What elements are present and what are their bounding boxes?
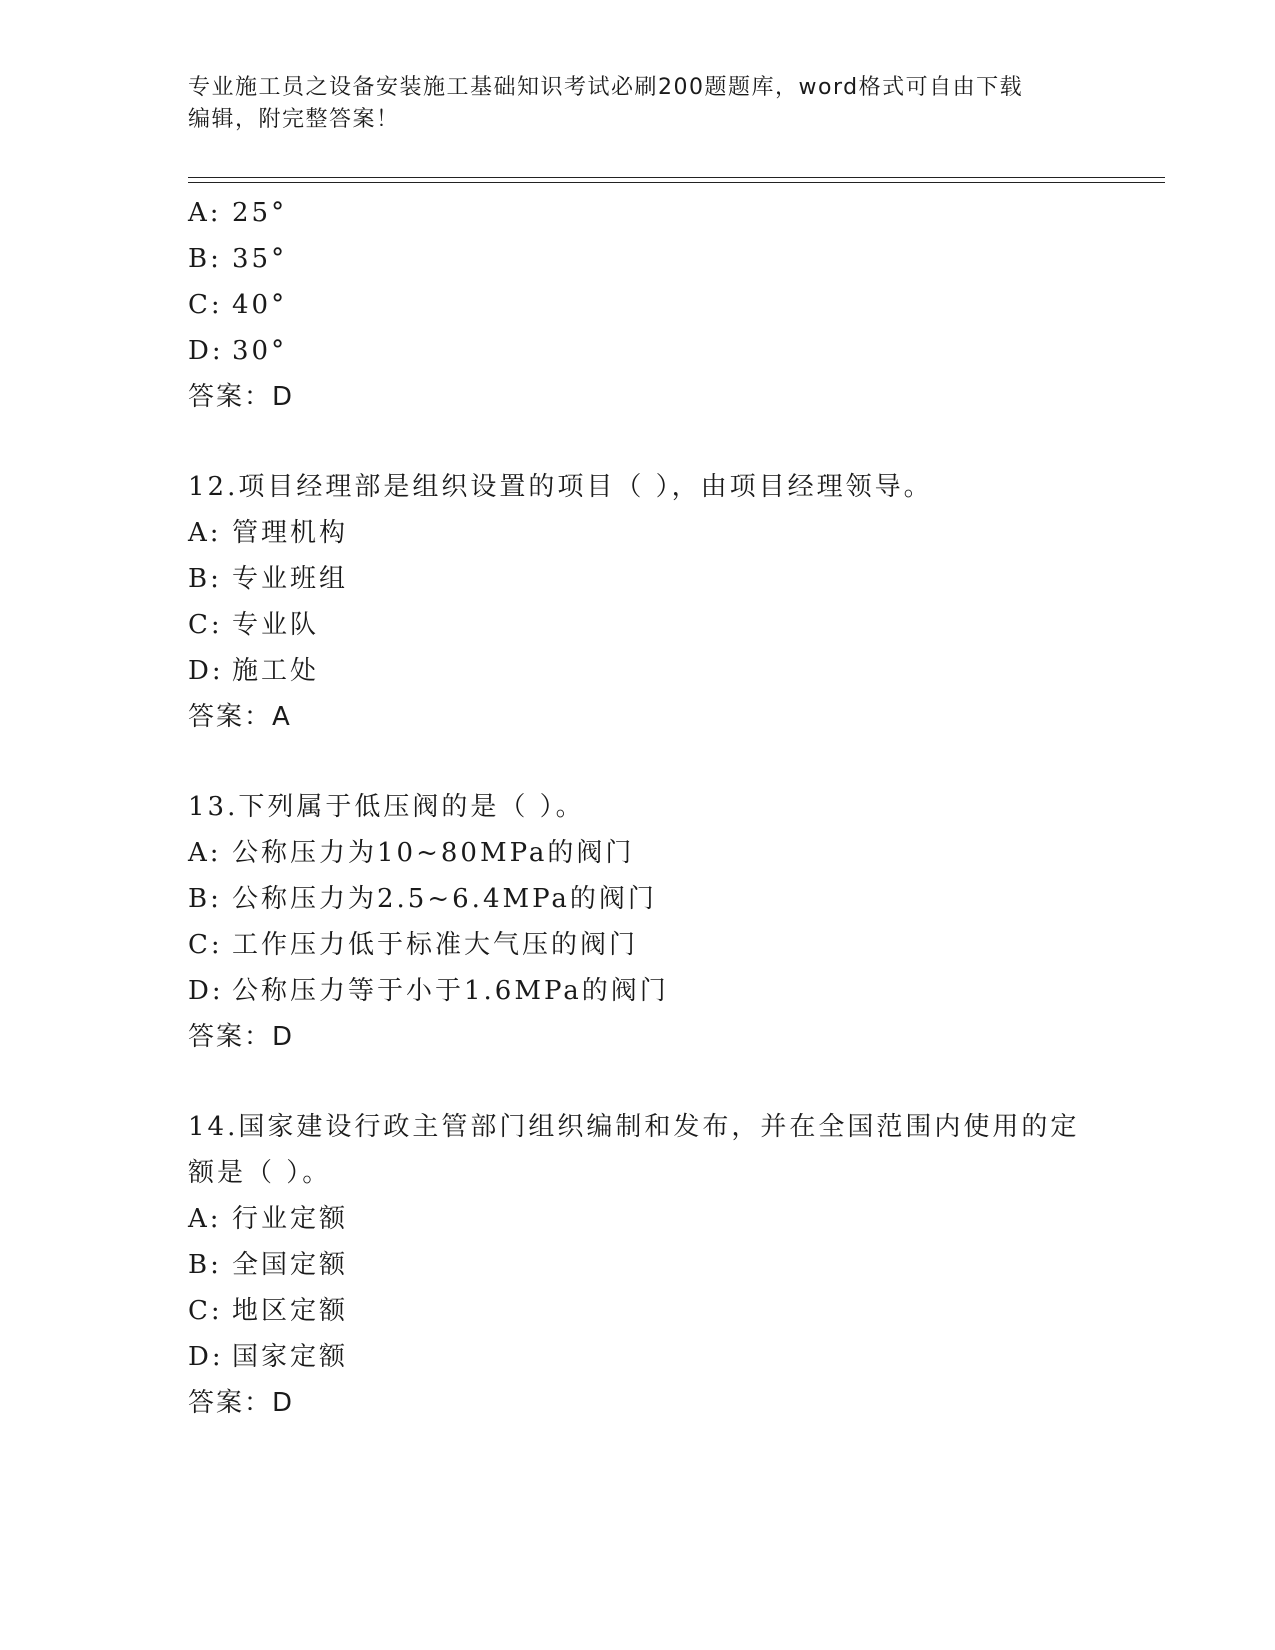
option-text: 专业队 [232,610,320,640]
question-stem: 12.项目经理部是组织设置的项目（ ），由项目经理领导。 [188,472,933,502]
question-stem: 13.下列属于低压阀的是（ ）。 [188,792,585,822]
option-text: 25° [232,198,288,228]
option-c [188,602,1088,648]
option-text: 工作压力低于标准大气压的阀门 [232,930,639,960]
option-a [188,830,1088,876]
option-d [188,968,1088,1014]
option-key: D: [188,976,224,1006]
option-text: 行业定额 [232,1204,349,1234]
option-text: 30° [232,336,288,366]
question-11-continued [188,190,1088,420]
option-key: A: [188,1204,222,1234]
option-d [188,328,1088,374]
option-text: 全国定额 [232,1250,349,1280]
question-13 [188,784,1088,1060]
header-title-line-2: 编辑，附完整答案！ [188,107,400,132]
option-b [188,556,1088,602]
option-key: A: [188,198,222,228]
header-title-line-1: 专业施工员之设备安装施工基础知识考试必刷200题题库，word格式可自由下载 [188,75,1024,100]
answer-line: 答案：A [188,702,292,732]
option-d [188,1334,1088,1380]
option-text: 公称压力为10~80MPa的阀门 [232,838,635,868]
option-text: 公称压力等于小于1.6MPa的阀门 [232,976,669,1006]
option-c [188,1288,1088,1334]
option-b [188,236,1088,282]
option-text: 专业班组 [232,564,349,594]
option-a [188,510,1088,556]
answer-line: 答案：D [188,382,295,412]
option-key: C: [188,1296,223,1326]
header-divider-bottom [188,182,1165,183]
option-a [188,190,1088,236]
option-text: 公称压力为2.5~6.4MPa的阀门 [232,884,657,914]
option-key: A: [188,838,222,868]
option-text: 40° [232,290,288,320]
option-key: B: [188,1250,222,1280]
option-key: C: [188,610,223,640]
question-14 [188,1104,1088,1426]
option-text: 35° [232,244,288,274]
answer-line: 答案：D [188,1388,295,1418]
option-key: B: [188,564,222,594]
option-c [188,282,1088,328]
option-b [188,876,1088,922]
option-c [188,922,1088,968]
option-key: C: [188,930,223,960]
answer-line: 答案：D [188,1022,295,1052]
option-text: 地区定额 [232,1296,349,1326]
question-12 [188,464,1088,740]
option-text: 国家定额 [232,1342,349,1372]
document-header [188,72,1078,136]
option-key: D: [188,656,224,686]
option-d [188,648,1088,694]
option-key: A: [188,518,222,548]
question-list [188,190,1088,1470]
option-key: B: [188,884,222,914]
question-stem-line-2: 额是（ ）。 [188,1158,332,1188]
option-key: D: [188,336,224,366]
option-b [188,1242,1088,1288]
option-text: 施工处 [232,656,320,686]
option-key: C: [188,290,223,320]
option-key: B: [188,244,222,274]
option-text: 管理机构 [232,518,349,548]
header-divider-top [188,177,1165,178]
option-key: D: [188,1342,224,1372]
option-a [188,1196,1088,1242]
question-stem-line-1: 14.国家建设行政主管部门组织编制和发布，并在全国范围内使用的定 [188,1112,1080,1142]
